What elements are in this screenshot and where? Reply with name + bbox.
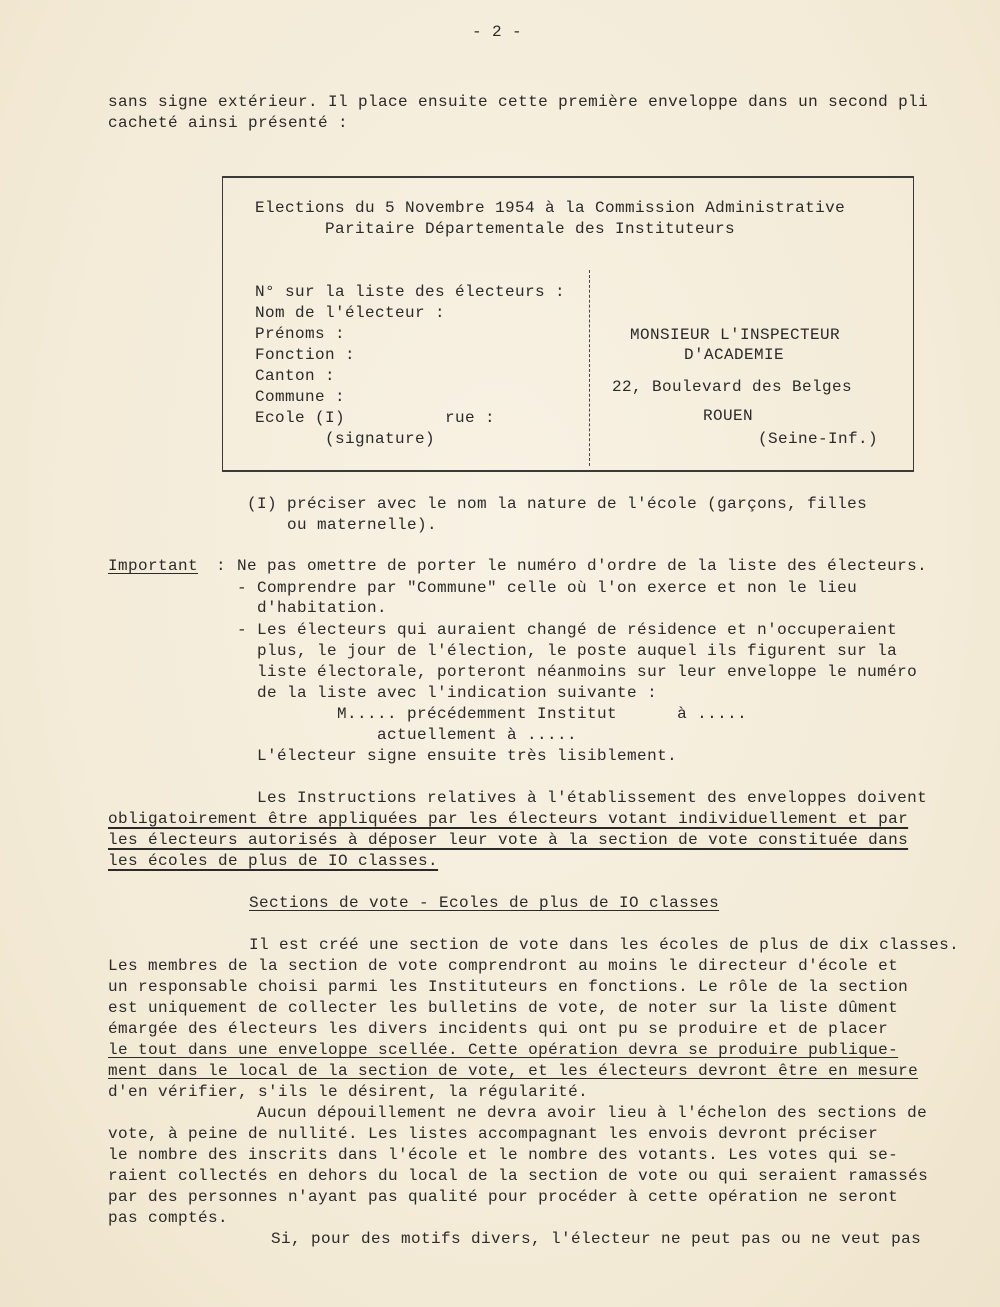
instructions-line-4: les écoles de plus de IO classes. bbox=[108, 852, 439, 870]
important-line-8: M..... précédemment Institut à ..... bbox=[237, 705, 748, 723]
page-number: - 2 - bbox=[472, 23, 523, 41]
important-line-1: Ne pas omettre de porter le numéro d'ordre de la liste des électeurs. bbox=[237, 557, 928, 575]
envelope-field-school: Ecole (I) rue : bbox=[255, 409, 496, 427]
envelope-field-signature: (signature) bbox=[255, 430, 436, 448]
address-line-4: ROUEN bbox=[703, 407, 754, 425]
body-line-1: Il est créé une section de vote dans les écoles de plus de dix classes. bbox=[249, 936, 960, 954]
intro-line-2: cacheté ainsi présenté : bbox=[108, 114, 349, 132]
important-line-6: liste électorale, porteront néanmoins sur leur enveloppe le numéro bbox=[237, 663, 918, 681]
important-line-3: d'habitation. bbox=[237, 599, 388, 617]
important-line-2: - Comprendre par "Commune" celle où l'on exerce et non le lieu bbox=[237, 579, 858, 597]
envelope-field-canton: Canton : bbox=[255, 367, 336, 385]
envelope-header-line-2: Paritaire Départementale des Instituteurs bbox=[325, 220, 736, 238]
body-line-14: pas comptés. bbox=[108, 1209, 229, 1227]
envelope-field-commune: Commune : bbox=[255, 388, 346, 406]
body-line-3: un responsable choisi parmi les Instituteurs en fonctions. Le rôle de la section bbox=[108, 978, 909, 996]
body-line-6: le tout dans une enveloppe scellée. Cette opération devra se produire publique- bbox=[108, 1041, 899, 1059]
important-colon: : bbox=[216, 557, 227, 575]
body-line-7: ment dans le local de la section de vote, et les électeurs devront être en mesure bbox=[108, 1062, 919, 1080]
envelope-header-line-1: Elections du 5 Novembre 1954 à la Commission Administrative bbox=[255, 199, 846, 217]
important-line-9: actuellement à ..... bbox=[237, 726, 578, 744]
section-heading: Sections de vote - Ecoles de plus de IO classes bbox=[249, 894, 720, 912]
envelope-field-voter-number: N° sur la liste des électeurs : bbox=[255, 283, 566, 301]
instructions-line-2: obligatoirement être appliquées par les électeurs votant individuellement et par bbox=[108, 810, 909, 828]
important-line-10: L'électeur signe ensuite très lisiblement. bbox=[237, 747, 678, 765]
address-line-1: MONSIEUR L'INSPECTEUR bbox=[630, 326, 841, 344]
body-line-13: par des personnes n'ayant pas qualité pour procéder à cette opération ne seront bbox=[108, 1188, 899, 1206]
body-line-2: Les membres de la section de vote comprendront au moins le directeur d'école et bbox=[108, 957, 899, 975]
important-line-7: de la liste avec l'indication suivante : bbox=[237, 684, 658, 702]
important-label: Important bbox=[108, 557, 199, 575]
intro-line-1: sans signe extérieur. Il place ensuite cette première enveloppe dans un second pli bbox=[108, 93, 929, 111]
address-line-3: 22, Boulevard des Belges bbox=[612, 378, 853, 396]
envelope-divider bbox=[589, 270, 590, 466]
body-line-4: est uniquement de collecter les bulletins de vote, de noter sur la liste dûment bbox=[108, 999, 899, 1017]
body-line-5: émargée des électeurs les divers incidents qui ont pu se produire et de placer bbox=[108, 1020, 889, 1038]
body-line-11: le nombre des inscrits dans l'école et le nombre des votants. Les votes qui se- bbox=[108, 1146, 899, 1164]
address-line-5: (Seine-Inf.) bbox=[758, 430, 879, 448]
important-line-4: - Les électeurs qui auraient changé de résidence et n'occuperaient bbox=[237, 621, 898, 639]
footnote-line-1: (I) préciser avec le nom la nature de l'école (garçons, filles bbox=[247, 495, 868, 513]
body-line-8: d'en vérifier, s'ils le désirent, la régularité. bbox=[108, 1083, 589, 1101]
instructions-line-3: les électeurs autorisés à déposer leur vote à la section de vote constituée dans bbox=[108, 831, 909, 849]
body-line-15: Si, pour des motifs divers, l'électeur ne peut pas ou ne veut pas bbox=[271, 1230, 922, 1248]
body-line-10: vote, à peine de nullité. Les listes accompagnant les envois devront préciser bbox=[108, 1125, 879, 1143]
address-line-2: D'ACADEMIE bbox=[684, 346, 785, 364]
important-line-5: plus, le jour de l'élection, le poste auquel ils figurent sur la bbox=[237, 642, 898, 660]
footnote-line-2: ou maternelle). bbox=[287, 516, 438, 534]
envelope-field-function: Fonction : bbox=[255, 346, 356, 364]
body-line-12: raient collectés en dehors du local de la section de vote ou qui seraient ramassés bbox=[108, 1167, 929, 1185]
envelope-field-first-names: Prénoms : bbox=[255, 325, 346, 343]
instructions-line-1: Les Instructions relatives à l'établissement des enveloppes doivent bbox=[257, 789, 928, 807]
body-line-9: Aucun dépouillement ne devra avoir lieu à l'échelon des sections de bbox=[257, 1104, 928, 1122]
envelope-field-voter-name: Nom de l'électeur : bbox=[255, 304, 446, 322]
